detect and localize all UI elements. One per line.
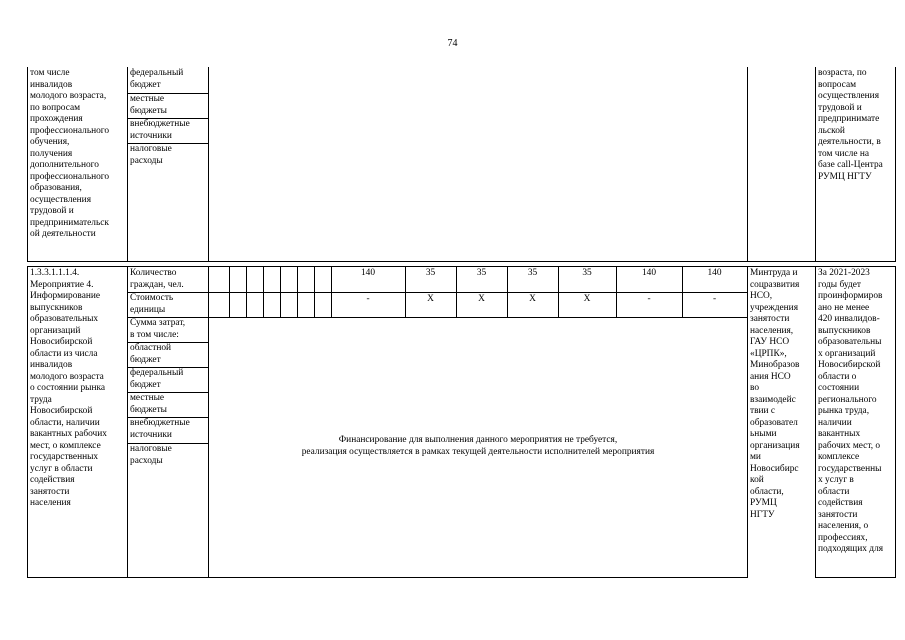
quantity-year-4: 35	[582, 268, 592, 278]
upper-funding-federal: федеральный бюджет	[130, 68, 184, 90]
funding-note: Финансирование для выполнения данного мероприятия не требуется, реализация осуществляется в рамках текущей деятельности исполнителей мероприятия	[301, 435, 655, 457]
lower-result-text: За 2021-2023 годы будет проинформиров ано не менее 420 инвалидов- выпускников образовательны х организаций Новосибирской области о состоянии регионального рынка труда, наличии вакантных рабочих мест, о комплексе государственны х услуг в области содействия занятости населения, о профессиях, подходящих для	[818, 268, 884, 554]
upper-funding-tax: налоговые расходы	[130, 144, 172, 166]
lower-activity-text: 1.3.3.1.1.1.4. Мероприятие 4. Информирование выпускников образовательных организаций Новосибирской области из числа инвалидов молодого возраста о состоянии рынка труда Новосибирской области, наличии вакантных рабочих мест, о комплексе государственных услуг в области содействия занятости населения	[30, 268, 107, 508]
upper-funding-local: местные бюджеты	[130, 94, 167, 116]
upper-funding-offbudget: внебюджетные источники	[130, 119, 190, 141]
indicator-total-cost: Сумма затрат, в том числе:	[130, 318, 186, 340]
funding-tax: налоговые расходы	[130, 444, 172, 466]
upper-activity-text: том числе инвалидов молодого возраста, по вопросам прохождения профессионального обучения, получения дополнительного профессионального образования, осуществления трудовой и предпринимательск ой деятельности	[30, 68, 110, 239]
page-number: 74	[447, 38, 458, 49]
funding-regional: областной бюджет	[130, 343, 172, 365]
quantity-year-3: 35	[527, 268, 538, 278]
cost-year-6: -	[712, 294, 717, 304]
funding-local: местные бюджеты	[130, 393, 167, 415]
quantity-year-2: 35	[476, 268, 487, 278]
quantity-total: 140	[360, 268, 376, 278]
quantity-year-5: 140	[641, 268, 657, 278]
cost-year-4: X	[583, 294, 591, 304]
quantity-year-6: 140	[707, 268, 722, 278]
cost-total: -	[366, 294, 370, 304]
cost-year-3: X	[529, 294, 536, 304]
cost-year-1: X	[427, 294, 434, 304]
quantity-year-1: 35	[425, 268, 436, 278]
indicator-quantity: Количество граждан, чел.	[130, 268, 184, 290]
upper-result-text: возраста, по вопросам осуществления трудовой и предпринимате льской деятельности, в том числе на базе call-Центра РУМЦ НГТУ	[818, 68, 883, 182]
funding-offbudget: внебюджетные источники	[130, 418, 190, 440]
executors-text: Минтруда и соцразвития НСО, учреждения занятости населения, ГАУ НСО «ЦРПК», Минобразов ания НСО во взаимодейс твии с образовател ьными организация ми Новосибирс кой области, РУМЦ НГТУ	[750, 268, 800, 520]
indicator-unit-cost: Стоимость единицы	[130, 293, 174, 315]
funding-federal: федеральный бюджет	[130, 368, 184, 390]
cost-year-5: -	[647, 294, 651, 304]
cost-year-2: X	[478, 294, 485, 304]
